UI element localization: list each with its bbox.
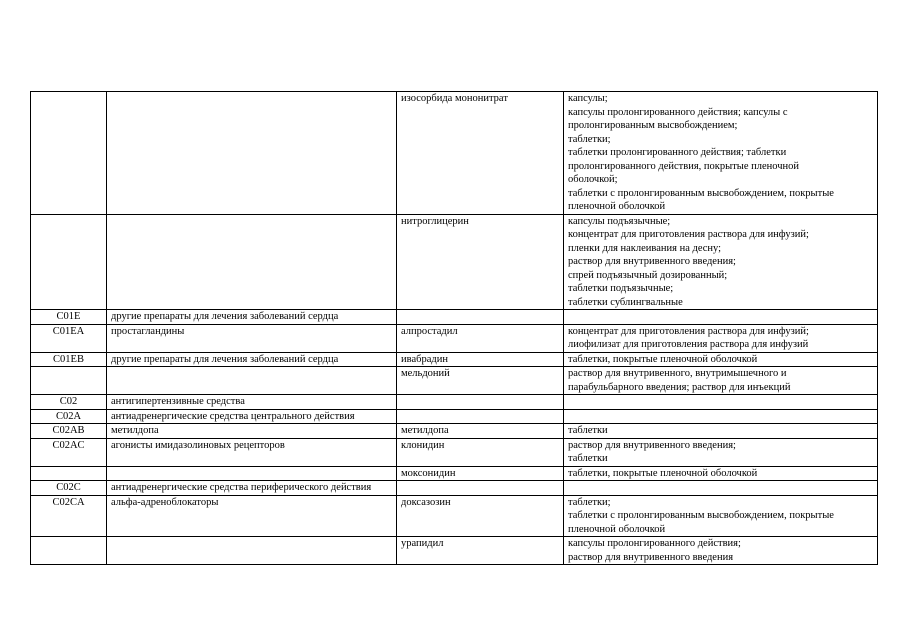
pharmacological-group-cell [107, 352, 397, 367]
dosage-form-line: капсулы подъязычные; [568, 215, 671, 227]
drug-name-cell: нитроглицерин [397, 214, 564, 310]
pharmacological-group-text: агонисты имидазолиновых рецепторов [111, 439, 285, 451]
atc-code-cell [31, 537, 107, 565]
table-row [31, 424, 878, 439]
drug-name-cell: изосорбида мононитрат [397, 92, 564, 215]
dosage-form-line: пролонгированным высвобождением; [568, 120, 738, 131]
drug-name-cell [397, 395, 564, 410]
dosage-forms-cell [564, 310, 878, 325]
pharmacological-group-text: антиадренергические средства периферического действия [111, 482, 372, 493]
dosage-form-line: таблетки [568, 425, 608, 436]
atc-code-cell: C02AB [31, 424, 107, 439]
table-row [31, 466, 878, 481]
pharmacological-group-cell [107, 438, 397, 466]
dosage-form-line: таблетки, покрытые пленочной оболочкой [568, 353, 758, 365]
atc-code-cell [31, 367, 107, 395]
dosage-form-line: капсулы пролонгированного действия; [568, 538, 741, 549]
pharmacological-group-cell [107, 409, 397, 424]
table-row [31, 367, 878, 395]
dosage-form-line: раствор для внутривенного, внутримышечного и [568, 368, 787, 379]
pharmacological-group-cell [107, 495, 397, 537]
dosage-form-line: спрей подъязычный дозированный; [568, 269, 728, 281]
table-row [31, 495, 878, 537]
dosage-form-line: пленочной оболочкой [568, 201, 666, 212]
dosage-form-line: таблетки; [568, 133, 611, 145]
atc-code-cell: C02A [31, 409, 107, 424]
pharmacological-group-cell [107, 481, 397, 496]
atc-code-cell: C02CA [31, 495, 107, 537]
pharmacological-group-cell [107, 367, 397, 395]
pharmacological-group-cell [107, 395, 397, 410]
pharmacological-group-cell [107, 537, 397, 565]
dosage-forms-cell [564, 409, 878, 424]
atc-code-cell: C02 [31, 395, 107, 410]
pharmacological-group-cell [107, 466, 397, 481]
drug-name-cell: ивабрадин [397, 352, 564, 367]
dosage-form-line: пролонгированного действия, покрытые пленочной [568, 160, 800, 172]
dosage-form-line: таблетки [568, 453, 608, 464]
dosage-form-line: таблетки с пролонгированным высвобождением, покрытые [568, 510, 834, 521]
pharmacological-group-text: антиадренергические средства центрального действия [111, 410, 355, 422]
table-row [31, 324, 878, 352]
pharmacological-group-text: метилдопа [111, 425, 159, 436]
dosage-form-line: оболочкой; [568, 174, 618, 185]
drug-list-table [30, 91, 878, 565]
atc-code-cell: C02C [31, 481, 107, 496]
atc-code-cell [31, 214, 107, 310]
dosage-form-line: концентрат для приготовления раствора для инфузий; [568, 325, 809, 337]
dosage-form-line: капсулы пролонгированного действия; капсулы с [568, 106, 788, 118]
dosage-form-line: таблетки с пролонгированным высвобождением, покрытые [568, 187, 834, 199]
pharmacological-group-cell [107, 424, 397, 439]
atc-code-cell: C01EB [31, 352, 107, 367]
pharmacological-group-cell [107, 214, 397, 310]
dosage-forms-cell [564, 367, 878, 395]
atc-code-cell [31, 92, 107, 215]
pharmacological-group-text: другие препараты для лечения заболеваний сердца [111, 353, 339, 365]
dosage-forms-cell [564, 481, 878, 496]
table-row [31, 310, 878, 325]
pharmacological-group-text: другие препараты для лечения заболеваний сердца [111, 311, 339, 322]
table-row [31, 409, 878, 424]
dosage-forms-cell [564, 352, 878, 367]
drug-name-cell: урапидил [397, 537, 564, 565]
atc-code-cell: C02AC [31, 438, 107, 466]
dosage-forms-cell [564, 466, 878, 481]
atc-code-cell: C01E [31, 310, 107, 325]
dosage-form-line: раствор для внутривенного введения; [568, 439, 736, 451]
dosage-forms-cell [564, 214, 878, 310]
dosage-form-line: таблетки сублингвальные [568, 296, 683, 308]
dosage-form-line: парабульбарного введения; раствор для инъекций [568, 381, 791, 393]
drug-name-cell: моксонидин [397, 466, 564, 481]
pharmacological-group-cell [107, 324, 397, 352]
dosage-form-line: таблетки, покрытые пленочной оболочкой [568, 467, 758, 479]
dosage-form-line: пленочной оболочкой [568, 523, 666, 535]
drug-name-cell [397, 409, 564, 424]
dosage-form-line: раствор для внутривенного введения; [568, 256, 736, 267]
atc-code-cell [31, 466, 107, 481]
dosage-forms-cell [564, 424, 878, 439]
dosage-form-line: концентрат для приготовления раствора для инфузий; [568, 229, 809, 240]
table-row [31, 395, 878, 410]
table-row [31, 214, 878, 310]
dosage-forms-cell [564, 495, 878, 537]
drug-name-cell: доксазозин [397, 495, 564, 537]
drug-name-cell [397, 310, 564, 325]
dosage-form-line: раствор для внутривенного введения [568, 551, 734, 563]
dosage-form-line: пленки для наклеивания на десну; [568, 242, 722, 254]
dosage-form-line: таблетки подъязычные; [568, 283, 674, 294]
dosage-forms-cell [564, 395, 878, 410]
table-row [31, 438, 878, 466]
table-body [31, 92, 878, 565]
pharmacological-group-text: альфа-адреноблокаторы [111, 496, 219, 508]
drug-name-cell: клонидин [397, 438, 564, 466]
dosage-form-line: таблетки; [568, 496, 611, 508]
drug-name-cell: алпростадил [397, 324, 564, 352]
dosage-form-line: лиофилизат для приготовления раствора для инфузий [568, 339, 809, 350]
table-row [31, 481, 878, 496]
dosage-forms-cell [564, 537, 878, 565]
pharmacological-group-text: антигипертензивные средства [111, 396, 245, 407]
dosage-form-line: капсулы; [568, 93, 608, 104]
drug-name-cell: метилдопа [397, 424, 564, 439]
table-row [31, 352, 878, 367]
atc-code-cell: C01EA [31, 324, 107, 352]
dosage-forms-cell [564, 438, 878, 466]
table-row [31, 92, 878, 215]
dosage-forms-cell [564, 324, 878, 352]
dosage-forms-cell [564, 92, 878, 215]
pharmacological-group-cell [107, 310, 397, 325]
pharmacological-group-text: простагландины [111, 325, 185, 337]
table-row [31, 537, 878, 565]
drug-name-cell [397, 481, 564, 496]
pharmacological-group-cell [107, 92, 397, 215]
dosage-form-line: таблетки пролонгированного действия; таблетки [568, 147, 787, 158]
drug-name-cell: мельдоний [397, 367, 564, 395]
